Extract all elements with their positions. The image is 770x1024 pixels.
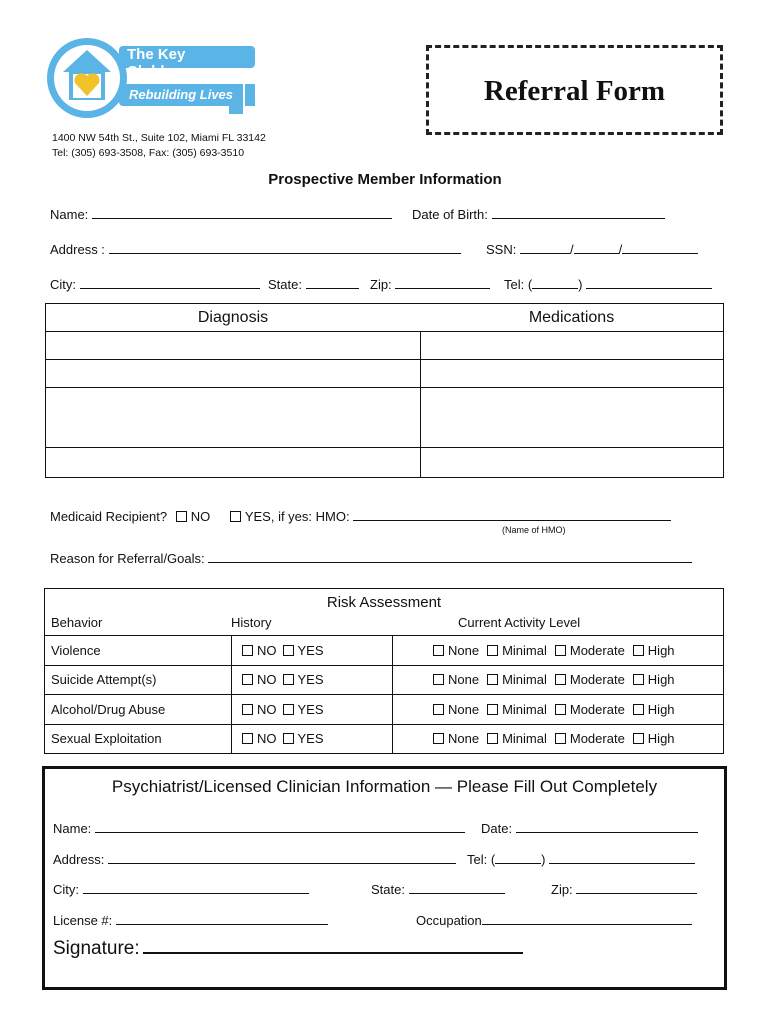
activity-option-label: High <box>647 672 675 688</box>
reason-label: Reason for Referral/Goals: <box>50 551 205 566</box>
history-yes-checkbox[interactable] <box>283 674 294 685</box>
member-ssn-label: SSN: <box>486 242 517 257</box>
reason-field[interactable] <box>208 549 692 563</box>
risk-row <box>45 695 724 725</box>
logo <box>45 36 260 120</box>
risk-title: Risk Assessment <box>326 594 442 611</box>
clinician-date-field[interactable] <box>516 819 698 833</box>
activity-option-label: None <box>448 642 480 658</box>
member-dob-label: Date of Birth: <box>412 207 488 222</box>
logo-tagline: Rebuilding Lives <box>129 87 234 102</box>
member-tel-close: ) <box>578 277 583 292</box>
clinician-section <box>42 766 727 990</box>
history-no-checkbox[interactable] <box>242 733 253 744</box>
activity-moderate-checkbox[interactable] <box>555 704 566 715</box>
clinician-name-field[interactable] <box>95 819 465 833</box>
activity-option-label: High <box>647 642 675 658</box>
hmo-name-field[interactable] <box>353 507 671 521</box>
signature-field[interactable] <box>143 937 523 954</box>
medication-cell[interactable] <box>420 360 724 388</box>
activity-option-label: None <box>448 701 480 717</box>
address-line-1: 1400 NW 54th St., Suite 102, Miami FL 33142 <box>52 132 266 144</box>
member-tel-number-field[interactable] <box>586 275 712 289</box>
hmo-note: (Name of HMO) <box>502 525 566 535</box>
history-option-label: YES <box>297 731 324 747</box>
medicaid-question: Medicaid Recipient? <box>50 509 168 524</box>
license-label: License #: <box>53 913 113 928</box>
member-city-field[interactable] <box>80 275 260 289</box>
clinician-name-label: Name: <box>53 821 92 836</box>
member-address-label: Address : <box>50 242 105 257</box>
form-title: Referral Form <box>483 75 666 107</box>
history-col-header: History <box>231 615 272 630</box>
clinician-date-label: Date: <box>481 821 513 836</box>
member-address-field[interactable] <box>109 240 461 254</box>
history-no-checkbox[interactable] <box>242 704 253 715</box>
history-options <box>232 695 393 725</box>
medications-header: Medications <box>420 304 724 332</box>
member-zip-field[interactable] <box>395 275 490 289</box>
clinician-city-field[interactable] <box>83 880 309 894</box>
activity-minimal-checkbox[interactable] <box>487 674 498 685</box>
clinician-address-field[interactable] <box>108 850 456 864</box>
clinician-tel-number-field[interactable] <box>549 850 695 864</box>
activity-high-checkbox[interactable] <box>633 674 644 685</box>
medicaid-no-label: NO <box>190 509 211 524</box>
member-state-label: State: <box>268 277 302 292</box>
clinician-address-label: Address: <box>53 852 105 867</box>
medication-cell[interactable] <box>420 388 724 448</box>
member-tel-area-field[interactable] <box>532 275 578 289</box>
activity-minimal-checkbox[interactable] <box>487 704 498 715</box>
member-heading: Prospective Member Information <box>268 171 502 188</box>
activity-moderate-checkbox[interactable] <box>555 674 566 685</box>
clinician-tel-area-field[interactable] <box>495 850 541 864</box>
activity-option-label: None <box>448 731 480 747</box>
behavior-label: Sexual Exploitation <box>45 724 232 754</box>
clinician-city-label: City: <box>53 882 79 897</box>
history-no-checkbox[interactable] <box>242 674 253 685</box>
medication-cell[interactable] <box>420 448 724 478</box>
medication-cell[interactable] <box>420 332 724 360</box>
activity-none-checkbox[interactable] <box>433 733 444 744</box>
activity-moderate-checkbox[interactable] <box>555 733 566 744</box>
ssn-separator-2: / <box>618 242 623 257</box>
history-option-label: YES <box>297 701 324 717</box>
activity-option-label: High <box>647 731 675 747</box>
risk-header <box>44 588 724 635</box>
diagnosis-table <box>45 303 724 478</box>
clinician-zip-field[interactable] <box>576 880 697 894</box>
history-option-label: NO <box>257 672 277 688</box>
history-yes-checkbox[interactable] <box>283 645 294 656</box>
member-city-label: City: <box>50 277 76 292</box>
activity-option-label: Minimal <box>502 672 547 688</box>
risk-row <box>45 724 724 754</box>
history-yes-checkbox[interactable] <box>283 733 294 744</box>
diagnosis-header: Diagnosis <box>46 304 421 332</box>
ssn-part-3-field[interactable] <box>622 240 698 254</box>
activity-option-label: Moderate <box>569 731 625 747</box>
occupation-label: Occupation <box>416 913 482 928</box>
activity-none-checkbox[interactable] <box>433 645 444 656</box>
ssn-part-1-field[interactable] <box>520 240 570 254</box>
history-option-label: NO <box>257 731 277 747</box>
member-state-field[interactable] <box>306 275 359 289</box>
member-zip-label: Zip: <box>370 277 392 292</box>
clinician-state-label: State: <box>371 882 405 897</box>
activity-minimal-checkbox[interactable] <box>487 733 498 744</box>
activity-option-label: Moderate <box>569 642 625 658</box>
history-options <box>232 636 393 666</box>
title-box <box>426 45 723 135</box>
license-field[interactable] <box>116 911 328 925</box>
activity-option-label: Moderate <box>569 672 625 688</box>
activity-moderate-checkbox[interactable] <box>555 645 566 656</box>
medicaid-yes-label: YES, if yes: HMO: <box>244 509 350 524</box>
history-no-checkbox[interactable] <box>242 645 253 656</box>
member-tel-label: Tel: ( <box>504 277 533 292</box>
history-option-label: YES <box>297 642 324 658</box>
member-name-label: Name: <box>50 207 89 222</box>
logo-name: The Key Clubhouse <box>127 46 205 80</box>
clinician-state-field[interactable] <box>409 880 505 894</box>
activity-none-checkbox[interactable] <box>433 704 444 715</box>
activity-options <box>393 724 724 754</box>
activity-options <box>393 695 724 725</box>
ssn-part-2-field[interactable] <box>574 240 619 254</box>
signature-label: Signature: <box>53 938 140 959</box>
clinician-tel-label: Tel: ( <box>467 852 496 867</box>
activity-option-label: Minimal <box>502 701 547 717</box>
activity-option-label: None <box>448 672 480 688</box>
risk-row <box>45 636 724 666</box>
history-options <box>232 724 393 754</box>
history-option-label: NO <box>257 642 277 658</box>
behavior-label: Suicide Attempt(s) <box>45 665 232 695</box>
activity-high-checkbox[interactable] <box>633 733 644 744</box>
ssn-separator-1: / <box>569 242 574 257</box>
activity-option-label: Minimal <box>502 642 547 658</box>
occupation-field[interactable] <box>482 911 692 925</box>
behavior-label: Violence <box>45 636 232 666</box>
activity-options <box>393 636 724 666</box>
activity-option-label: Minimal <box>502 731 547 747</box>
history-option-label: YES <box>297 672 324 688</box>
clinician-heading: Psychiatrist/Licensed Clinician Information — Please Fill Out Completely <box>111 777 658 796</box>
activity-option-label: Moderate <box>569 701 625 717</box>
medicaid-no-checkbox[interactable] <box>176 511 187 522</box>
risk-table <box>44 635 724 754</box>
diagnosis-cell[interactable] <box>46 388 421 448</box>
diagnosis-cell[interactable] <box>46 448 421 478</box>
activity-high-checkbox[interactable] <box>633 645 644 656</box>
member-name-field[interactable] <box>92 205 392 219</box>
member-dob-field[interactable] <box>492 205 665 219</box>
activity-high-checkbox[interactable] <box>633 704 644 715</box>
history-option-label: NO <box>257 701 277 717</box>
clinician-zip-label: Zip: <box>551 882 573 897</box>
behavior-col-header: Behavior <box>51 615 103 630</box>
activity-options <box>393 665 724 695</box>
activity-none-checkbox[interactable] <box>433 674 444 685</box>
behavior-label: Alcohol/Drug Abuse <box>45 695 232 725</box>
address-line-2: Tel: (305) 693-3508, Fax: (305) 693-3510 <box>52 147 245 159</box>
activity-option-label: High <box>647 701 675 717</box>
org-address <box>52 131 266 161</box>
history-yes-checkbox[interactable] <box>283 704 294 715</box>
diagnosis-cell[interactable] <box>46 360 421 388</box>
clinician-tel-close: ) <box>541 852 546 867</box>
medicaid-yes-checkbox[interactable] <box>230 511 241 522</box>
activity-minimal-checkbox[interactable] <box>487 645 498 656</box>
diagnosis-cell[interactable] <box>46 332 421 360</box>
risk-row <box>45 665 724 695</box>
history-options <box>232 665 393 695</box>
activity-col-header: Current Activity Level <box>458 615 581 630</box>
risk-assessment <box>44 588 724 754</box>
